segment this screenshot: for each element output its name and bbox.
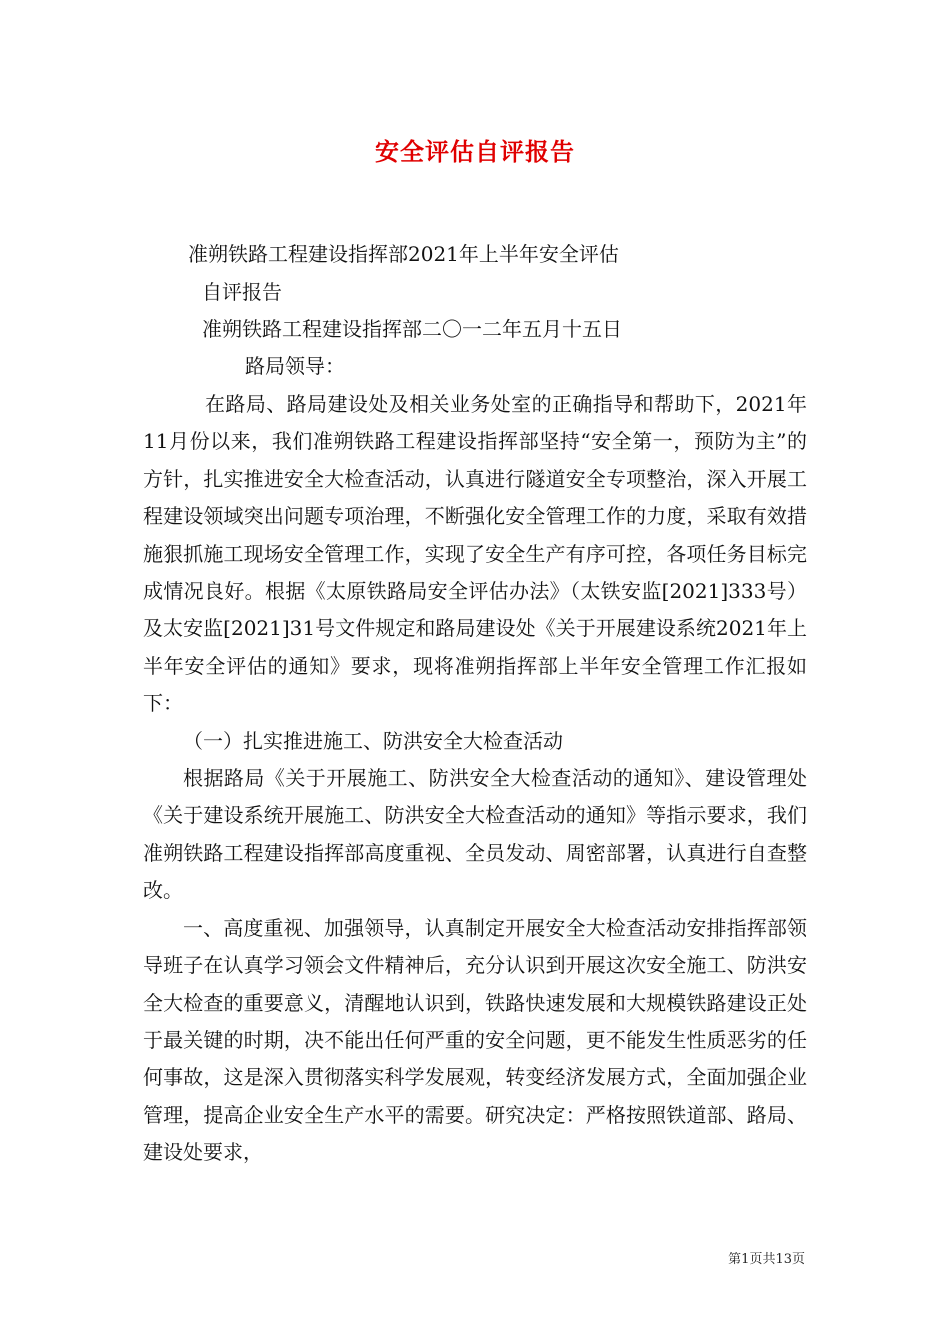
paragraph-intro: 在路局、路局建设处及相关业务处室的正确指导和帮助下，2021年11月份以来，我们准朔铁路工程建设指挥部坚持“安全第一，预防为主”的方针，扎实推进安全大检查活动，认真进行隧道安全专项整治，深入开展工程建设领域突出问题专项治理，不断强化安全管理工作的力度，采取有效措施狠抓施工现场安全管理工作，实现了安全生产有序可控，各项任务目标完成情况良好。根据《太原铁路局安全评估办法》（太铁安监[2021]333号）及太安监[2021]31号文件规定和路局建设处《关于开展建设系统2021年上半年安全评估的通知》要求，现将准朔指挥部上半年安全管理工作汇报如下： [143, 392, 807, 716]
heading-line-1: 准朔铁路工程建设指挥部2021年上半年安全评估 [188, 242, 619, 266]
document-title: 安全评估自评报告 [375, 137, 575, 166]
issuer-date-line: 准朔铁路工程建设指挥部二〇一二年五月十五日 [202, 317, 622, 341]
heading-line-2: 自评报告 [202, 280, 282, 304]
paragraph-inspection: 根据路局《关于开展施工、防洪安全大检查活动的通知》、建设管理处《关于建设系统开展施工、防洪安全大检查活动的通知》等指示要求，我们准朔铁路工程建设指挥部高度重视、全员发动、周密部署，认真进行自查整改。 [143, 766, 807, 903]
body-text [143, 386, 807, 1172]
salutation: 路局领导： [245, 354, 345, 378]
section-heading-1: （一）扎实推进施工、防洪安全大检查活动 [183, 728, 563, 753]
page-footer: 第1页共13页 [728, 1252, 805, 1267]
paragraph-leadership: 一、高度重视、加强领导，认真制定开展安全大检查活动安排指挥部领导班子在认真学习领会文件精神后，充分认识到开展这次安全施工、防洪安全大检查的重要意义，清醒地认识到，铁路快速发展和大规模铁路建设正处于最关键的时期，决不能出任何严重的安全问题，更不能发生性质恶劣的任何事故，这是深入贯彻落实科学发展观，转变经济发展方式，全面加强企业管理，提高企业安全生产水平的需要。研究决定：严格按照铁道部、路局、建设处要求， [143, 915, 807, 1165]
